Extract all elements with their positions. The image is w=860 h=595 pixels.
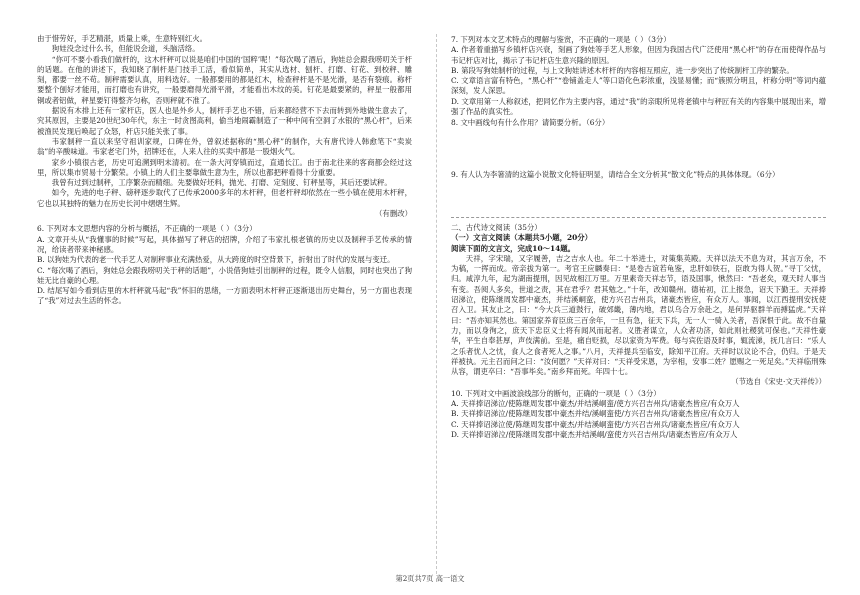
question-8-stem: 8. 文中画线句有什么作用？请简要分析。（6分）	[451, 118, 610, 128]
question-9-stem: 9. 有人认为李箸清的这篇小说散文化特征明显，请结合全文分析其“散文化”特点的具体体现。（6分）	[451, 169, 780, 179]
question-7-option-d: D. 文章用第一人称叙述，把同忆作为主要内容，通过“我”的亲眼所见将老镇中与秤匠有关的内容集中展现出来，增强了作品的真实性。	[451, 96, 826, 117]
question-7-option-c: C. 文章语言富有特色，“黑心杆”“卷铺盖走人”等口语化色彩浓重，浅显易懂；而“簇照分明且，杆称分明”等词内蕴深刻，发人深思。	[451, 76, 826, 96]
instruction: 阅读下面的文言文，完成10～14题。	[451, 243, 576, 253]
question-10-option-c: C. 天祥捧诏涕泣使/陈继周发郡中豪杰/并结溪峒蛮使/方兴召吉州兵/诸豪杰皆应/有众万人	[451, 419, 740, 429]
answer-space	[451, 180, 826, 210]
subsection-title: （一）文言文阅读（本题共5小题，20分）	[451, 233, 593, 243]
passage-paragraph: 我曾有过到过制秤，工序繁杂而精细。先要做好坯料，抛光、打磨、定刻度、钉秤星等，其后还要试秤。	[51, 178, 392, 188]
question-7-option-b: B. 第段写狗娃制杆的过程，与上文狗娃讲述木杆杆的内容相互照应，进一步突出了传统制杆工序的繁杂。	[451, 65, 794, 75]
passage-paragraph: 家乡小镇很古老，历史可追溯到明末清初。在一条大河穿镇而过，直通长江。由于南北往来的客商都会经过这里，所以集市贸易十分繁荣。小镇上的人们主要靠做生意为生，所以也都把秤看得十分重要。	[37, 157, 412, 177]
answer-space	[451, 129, 826, 159]
section-rule	[451, 217, 826, 218]
left-column	[37, 34, 412, 307]
passage-paragraph: 韦家制秤一直以来坚守祖训家规，口碑在外，曾叙述据称的“黑心秤”的制作，大有唐代诗人韩愈笔下“卖炭翁”的辛酸味道。韦家老宅门外，招牌还在，人来人往的买卖中都是一股烟火气。	[37, 136, 412, 157]
question-10-option-a: A. 天祥捧诏涕泣/使陈继周发郡中豪杰/并结溪峒蛮/使方兴召吉州兵/诸豪杰皆应/有众万人	[451, 399, 740, 409]
question-6-option-a: A. 文章开头从“我懂事的时候”写起，具体描写了秤店的招牌，介绍了韦家扎根老镇的历史以及制秤手艺传承的情况，给读者带来神秘感。	[37, 234, 412, 254]
section-title: 二、古代诗文阅读（35分）	[451, 222, 542, 232]
right-column	[451, 34, 826, 440]
passage-paragraph: 狗娃没念过什么书，但能说会道，头脑活络。	[51, 44, 200, 54]
question-10-option-b: B. 天祥捧诏涕泣/使陈继周发郡中豪杰并结/溪峒蛮使/方兴召吉州兵/诸豪杰皆应/有众万人	[451, 409, 740, 419]
question-10-option-d: D. 天祥捧诏涕泣/使陈继周发郡中豪杰并结溪峒/蛮使方兴召吉州兵/诸豪杰皆应/有众万人	[451, 429, 738, 439]
passage-paragraph: 由于惜劳好，手艺精湛，质量上乘，生意特别红火。	[37, 34, 207, 43]
passage-paragraph: 据说有木排上还有一家杆店，医人也是外乡人，制杆手艺也不错，后来都经营不下去而转到外地做生意去了，究其原因，主要是20世纪30年代，东主一时贪图高利，偷当地闹霸制造了一种中间有空洞了水银的“黑心杆”，后来被渔民发现后唤起了众怒，杆店只能关张了事。	[37, 106, 412, 136]
question-7-stem: 7. 下列对本文艺术特点的理解与鉴赏，不正确的一项是（ ）（3分）	[451, 35, 671, 44]
source-note: （有删改）	[375, 209, 412, 219]
passage-paragraph: “你可不要小看我们做杆的，这木杆秤可以说是咱们中国的‘国粹’呢！”每次喝了酒后，狗娃总会跟我唠叨关于杆的话题。在他的讲述下，我知晓了制杆是门技手工活，看似简单，其实从选材、刨杆、打磨、钉花、到校秤、雕刻，都要一丝不苟。制秤需要认真，用料选好。一般都要用的都是红木，检查秤杆是不是光滑，是否有裂痕。称杆要整个刨好才能用，而打磨也有讲究，一般要磨得光滑平滑，才能看出木纹的美。钉花是最要紧的，秤星一般都用铜或者铝做，秤星要钉得整齐匀称，否则秤就不准了。	[37, 54, 412, 105]
column-divider	[436, 34, 437, 574]
passage-paragraph: 如今，先进的电子秤、磅秤逐步取代了已传承2000多年的木杆秤，但老杆秤却依然在一些小镇在使用木杆秤，它也以其独特的魅力在历史长河中熠熠生辉。	[37, 188, 412, 208]
classical-source: （节选自《宋史·文天祥传》）	[731, 377, 826, 387]
classical-passage: 天祥，字宋瑞，又字履善，吉之吉水人也。年二十举进士，对策集英殿。天祥以法天不息为对，其言万余，不为稿，一挥而成。帝亲拔为第一。考官王应麟奏曰：“是卷古谊若龟鉴，忠肝如铁石，臣敢为得人贺。”寻丁父忧，归。咸淳九年，起为湖南提刑，因见故相江万里。万里素奇天祥志节，语及国事，愀然曰：“吾老矣，观天时人事当有变。吾阅人多矣，世道之责，其在君乎？君其勉之。”十年，改知赣州。德祐初，江上报急，诏天下勤王。天祥捧诏涕泣，使陈继周发郡中豪杰，并结溪峒蛮，使方兴召吉州兵，诸豪杰皆应，有众万人。事闻，以江西提刑安抚使召入卫。其友止之，曰：“今大兵三道鼓行，破郊畿，薄内地，君以乌合万余赴之，是何异驱群羊而搏猛虎。”天祥曰：“吾亦知其然也。第国家养育臣庶三百余年，一旦有急，征天下兵，无一人一骑入关者，吾深恨于此。故不自量力，而以身徇之，庶天下忠臣义士将有闻风而起者。义胜者谋立，人众者功济，如此则社稷犹可保也。”天祥性豪华，平生自奉甚厚，声伎满前。至是，痛自贬损，尽以家资为军费。每与宾佐语及时事，辄流涕，抚几言曰：“乐人之乐者忧人之忧，食人之食者死人之事。”八月，天祥提兵至临安，除知平江府。天祥时以议论不合，仍归。于是天祥被执。元主召而问之曰：“汝何愿？”天祥对曰：“天祥受宋恩，为宰相，安事二姓？愿赐之一死足矣。”天祥临刑殊从容，谓吏卒曰：“吾事毕矣。”南乡拜而死。年四十七。	[451, 253, 826, 377]
question-7-option-a: A. 作者着重描写乡镇杆店兴衰，刻画了狗娃等手艺人形象，但因为我国古代广泛使用“黑心杆”的存在而使得作品与韦记杆店对比，揭示了韦记杆店生意兴隆的原因。	[451, 45, 826, 65]
question-6-stem: 6. 下列对本文思想内容的分析与概括，不正确的一项是（ ）（3分）	[37, 224, 257, 234]
question-6-option-c: C. “每次喝了酒后，狗娃总会跟我唠叨关于秤的话题”，小说借狗娃引出制秤的过程，既令人信服，同时也突出了狗娃无比自豪的心理。	[37, 265, 412, 285]
question-6-option-b: B. 以狗娃为代表的老一代手艺人对制秤事业充满热爱，从大跨度的时空背景下，折射出了时代的发展与变迁。	[37, 255, 395, 265]
page-footer: 第2页共7页 高一语文	[395, 574, 465, 583]
question-10-stem: 10. 下列对文中画波浪线部分的断句，正确的一项是（ ）（3分）	[451, 388, 661, 398]
question-6-option-d: D. 结尾写如今看到店里的木杆秤就马起“我”怀旧的思绪，一方面表明木杆秤正逐渐退出历史舞台，另一方面也表现了“我”对过去生活的怀念。	[37, 286, 412, 306]
